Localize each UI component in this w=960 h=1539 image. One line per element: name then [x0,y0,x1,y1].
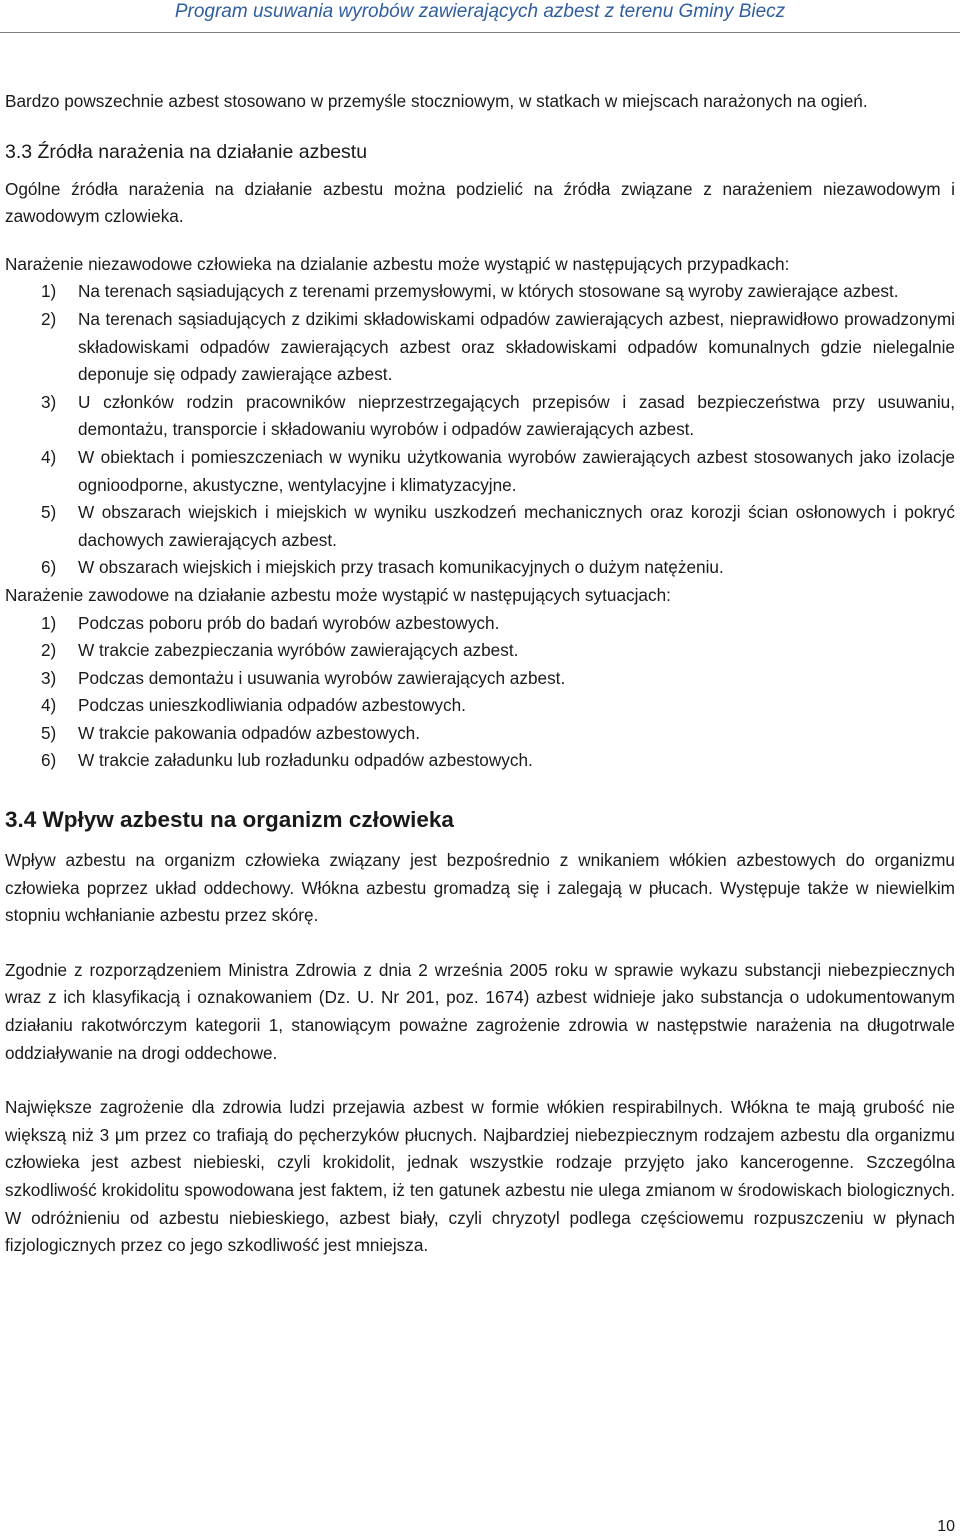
list-item [5,389,955,444]
non-occupational-exposure-list [5,278,955,582]
list-item-text: Podczas unieszkodliwiania odpadów azbestowych. [78,695,466,716]
list-item [5,747,955,775]
list-item-number: 1) [41,612,57,633]
list-item [5,306,955,389]
list-item-text: W obiektach i pomieszczeniach w wyniku użytkowania wyrobów zawierających azbest stosowanych jako izolacje ognioodporne, akustyczne, wentylacyjne i klimatyzacyjne. [78,446,955,495]
list-item-text: U członków rodzin pracowników nieprzestrzegających przepisów i zasad bezpieczeństwa przy usuwaniu, demontażu, transporcie i składowaniu wyrobów i odpadów zawierających azbest. [78,391,955,440]
list-item-number: 3) [41,667,57,688]
occupational-exposure-list [5,610,955,776]
header-divider [0,32,960,33]
list-item-number: 4) [41,446,57,467]
list-item-number: 2) [41,308,57,329]
list-item-number: 6) [41,750,57,771]
section-heading-3-3: 3.3 Źródła narażenia na działanie azbestu [5,140,368,163]
list-item-number: 1) [41,281,57,302]
list-item-text: Podczas demontażu i usuwania wyrobów zawierających azbest. [78,667,566,688]
list-item-text: W trakcie zabezpieczania wyróbów zawierających azbest. [78,640,519,661]
section-3-3-paragraph-1: Ogólne źródła narażenia na działanie azbestu można podzielić na źródła związane z narażeniem niezawodowym i zawodowym czlowieka. [5,178,955,227]
document-body [5,88,955,1260]
section-3-4-paragraph-1: Wpływ azbestu na organizm człowieka związany jest bezpośrednio z wnikaniem włókien azbestowych do organizmu człowieka poprzez układ oddechowy. Włókna azbestu gromadzą się i zalegają w płucach. Występuje także w niewielkim stopniu wchłanianie azbestu przez skórę. [5,850,955,926]
list-item-number: 3) [41,391,57,412]
section-3-4-paragraph-3: Największe zagrożenie dla zdrowia ludzi przejawia azbest w formie włókien respirabilnych. Włókna te mają grubość nie większą niż 3 μm przez co trafiają do pęcherzyków płucnych. Najbardziej niebezpiecznym rodzajem azbestu dla organizmu człowieka jest azbest niebieski, czyli krokidolit, jednak wszystkie rodzaje przyjęto jako kancerogenne. Szczególna szkodliwość krokidolitu spowodowana jest faktem, iż ten gatunek azbestu nie ulega zmianom w środowiskach biologicznych. W odróżnieniu od azbestu niebieskiego, azbest biały, czyli chryzotyl podlega częściowemu rozpuszczeniu w płynach fizjologicznych przez co jego szkodliwość jest mniejsza. [5,1097,955,1256]
list-item-text: Na terenach sąsiadujących z dzikimi składowiskami odpadów zawierających azbest, nieprawidłowo prowadzonymi składowiskami odpadów zawierających azbest oraz składowiskami odpadów komunalnych gdzie nielegalnie deponuje się odpady zawierające azbest. [78,308,955,385]
list-item [5,637,955,665]
intro-paragraph: Bardzo powszechnie azbest stosowano w przemyśle stoczniowym, w statkach w miejscach narażonych na ogień. [5,91,868,111]
list-item [5,692,955,720]
list-item [5,444,955,499]
list-item-number: 4) [41,695,57,716]
section-3-4-paragraph-2: Zgodnie z rozporządzeniem Ministra Zdrowia z dnia 2 września 2005 roku w sprawie wykazu substancji niebezpiecznych wraz z ich klasyfikacją i oznakowaniem (Dz. U. Nr 201, poz. 1674) azbest widnieje jako substancja o udokumentowanym działaniu rakotwórczym kategorii 1, stanowiącym poważne zagrożenie zdrowia w następstwie narażenia na długotrwale oddziaływanie na drogi oddechowe. [5,959,955,1063]
list-item-text: W trakcie pakowania odpadów azbestowych. [78,722,421,743]
list-item-number: 5) [41,502,57,523]
list-item [5,278,955,306]
list-item-number: 2) [41,640,57,661]
list-item [5,554,955,582]
list-item [5,720,955,748]
list-item-number: 6) [41,557,57,578]
list-item-text: Na terenach sąsiadujących z terenami przemysłowymi, w których stosowane są wyroby zawierające azbest. [78,281,899,302]
list-item-text: W obszarach wiejskich i miejskich przy trasach komunikacyjnych o dużym natężeniu. [78,557,724,578]
section-heading-3-4: 3.4 Wpływ azbestu na organizm człowieka [5,807,454,833]
section-3-3-paragraph-3: Narażenie zawodowe na działanie azbestu może wystąpić w następujących sytuacjach: [5,584,671,605]
list-item [5,499,955,554]
page-number: 10 [937,1518,955,1535]
list-item [5,610,955,638]
list-item [5,665,955,693]
list-item-text: Podczas poboru prób do badań wyrobów azbestowych. [78,612,500,633]
list-item-number: 5) [41,722,57,743]
list-item-text: W obszarach wiejskich i miejskich w wyniku uszkodzeń mechanicznych oraz korozji ścian osłonowych i pokryć dachowych zawierających azbest. [78,502,955,550]
section-3-3-paragraph-2: Narażenie niezawodowe człowieka na dzialanie azbestu może wystąpić w następujących przypadkach: [5,253,790,274]
list-item-text: W trakcie załadunku lub rozładunku odpadów azbestowych. [78,750,533,771]
running-header: Program usuwania wyrobów zawierających azbest z terenu Gminy Biecz [174,1,786,22]
